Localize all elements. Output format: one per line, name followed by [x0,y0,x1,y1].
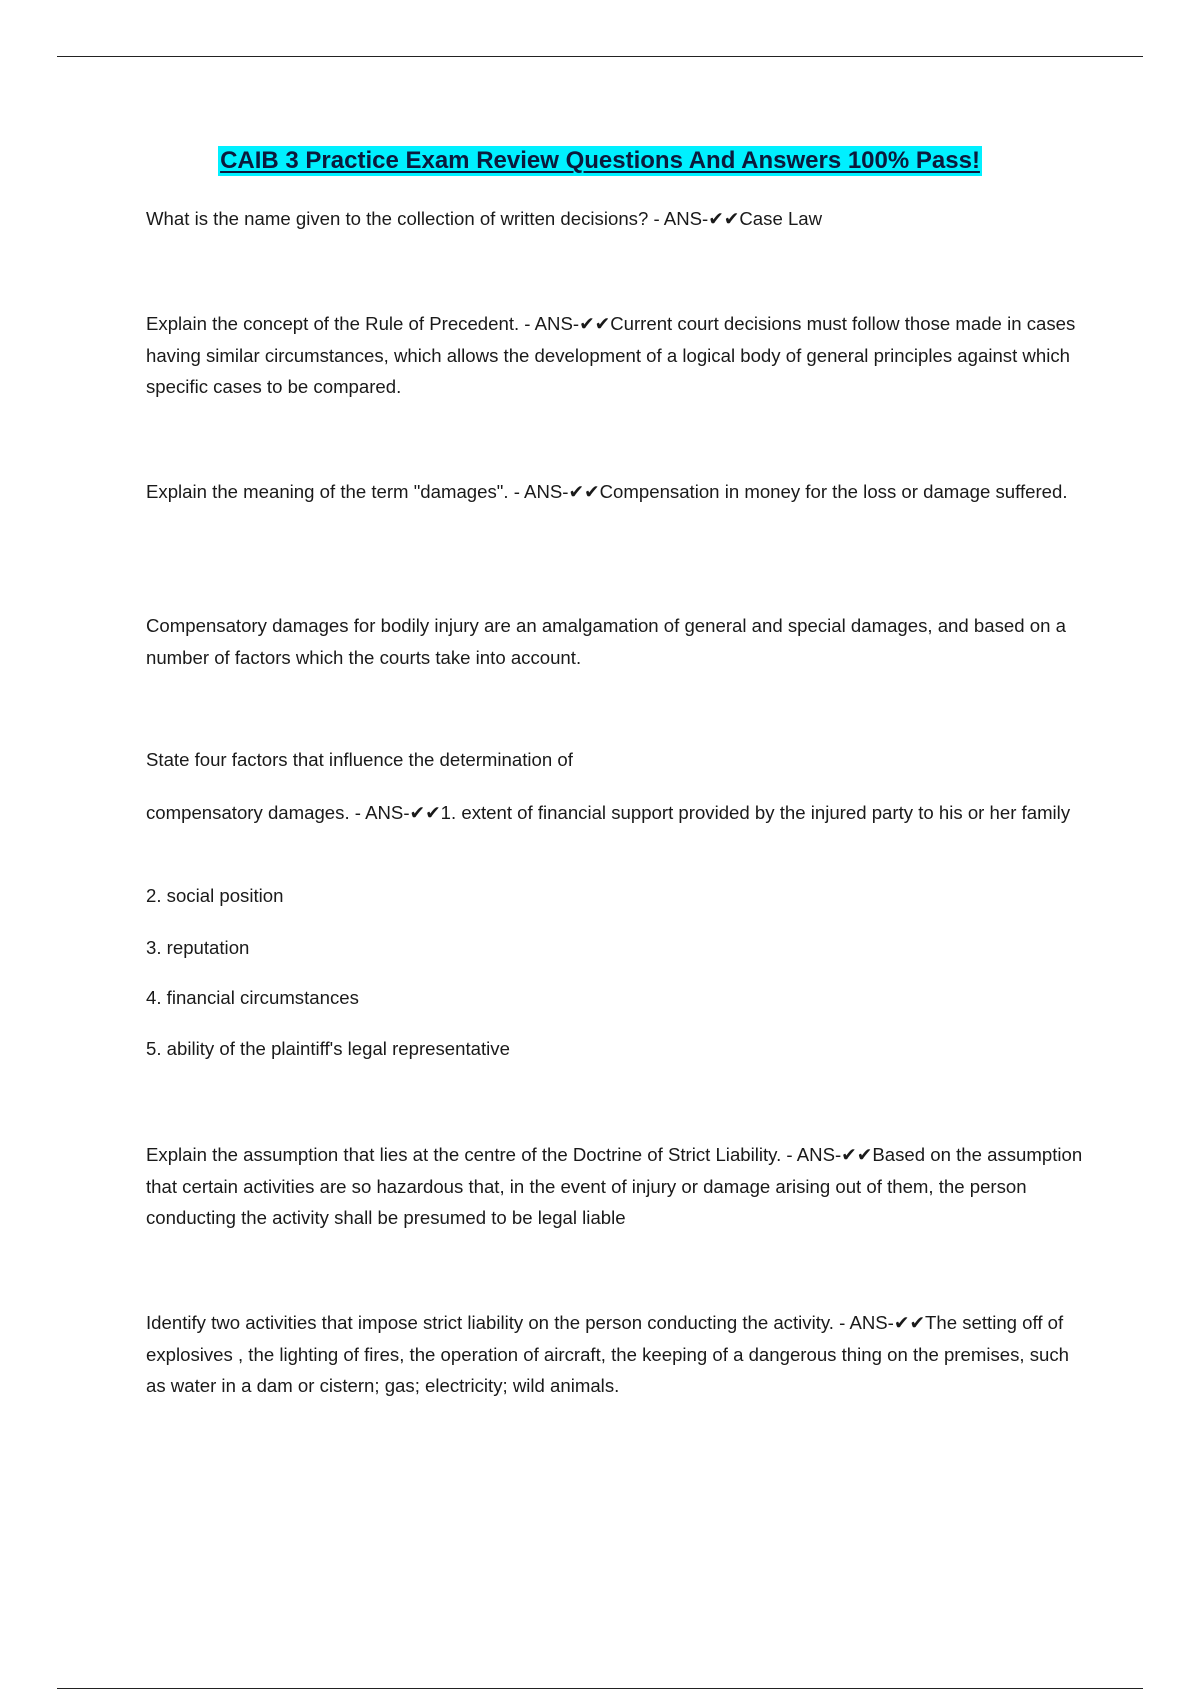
paragraph-damages: Explain the meaning of the term "damages". - ANS-✔✔Compensation in money for the loss or damage suffered. [146,481,1068,502]
paragraph-compensatory-damages: Compensatory damages for bodily injury are an amalgamation of general and special damages, and based on a number of factors which the courts take into account. [146,615,1066,668]
paragraph-strict-liability: Explain the assumption that lies at the centre of the Doctrine of Strict Liability. - ANS-✔✔Based on the assumption that certain activities are so hazardous that, in the event of injury or damage arising out of them, the person conducting the activity shall be presumed to be legal liable [146,1144,1083,1228]
paragraph-four-factors-question: State four factors that influence the determination of [146,749,573,770]
top-rule [57,56,1143,57]
list-item-factor-4: 4. financial circumstances [146,987,359,1008]
paragraph-factor-1: compensatory damages. - ANS-✔✔1. extent of financial support provided by the injured party to his or her family [146,802,1071,823]
bottom-rule [57,1688,1143,1689]
title-container [0,146,1200,176]
paragraph-strict-liability-activities: Identify two activities that impose strict liability on the person conducting the activity. - ANS-✔✔The setting off of explosives , the lighting of fires, the operation of aircraft, the keeping of a dangerous thing on the premises, such as water in a dam or cistern; gas; electricity; wild animals. [146,1312,1070,1396]
paragraph-case-law: What is the name given to the collection of written decisions? - ANS-✔✔Case Law [146,208,823,229]
list-item-factor-2: 2. social position [146,885,284,906]
paragraph-rule-of-precedent: Explain the concept of the Rule of Precedent. - ANS-✔✔Current court decisions must follow those made in cases having similar circumstances, which allows the development of a logical body of general principles against which specific cases to be compared. [146,313,1076,397]
list-item-factor-3: 3. reputation [146,937,250,958]
list-item-factor-5: 5. ability of the plaintiff's legal representative [146,1038,510,1059]
document-title: CAIB 3 Practice Exam Review Questions And Answers 100% Pass! [220,147,980,174]
